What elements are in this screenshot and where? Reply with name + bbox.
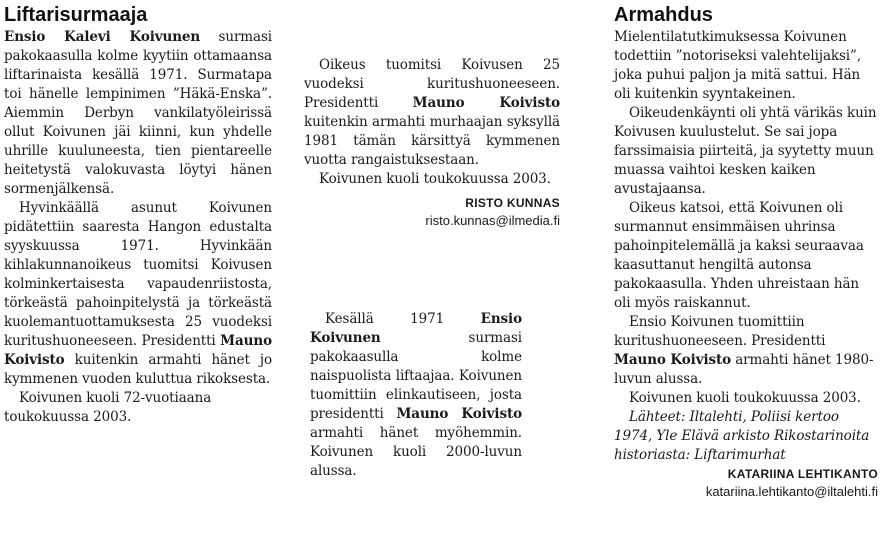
author-email: katariina.lehtikanto@iltalehti.fi: [705, 484, 878, 499]
paragraph: Koivunen kuoli 72-vuotiaana toukokuussa 2003.: [4, 390, 212, 425]
section-heading: Liftarisurmaaja: [4, 4, 148, 26]
paragraph: Oikeudenkäynti oli yhtä värikäs kuin Koivusen kuulustelut. Se sai jopa farssimaisia piirteitä, ja syytetty muun muassa vaihtoi kesken kaiken avustajaansa.: [614, 105, 877, 197]
paragraph: [304, 56, 560, 170]
paragraph-text: surmasi pakokaasulla kolme kyytiin ottamaansa liftarinaista kesällä 1971. Surmatapa toi hänelle lempinimen ”Häkä-Enska”. Aiemmin Derbyn vankilatyöleirissä ollut Koivunen jäi kiinni, kun yhdelle uhrille kuuluneesta, tien pientareelle heitetystä valokuvasta löytyi hänen sormenjälkensä.: [4, 29, 272, 197]
column-middle-top: [304, 56, 560, 230]
bold-name: Mauno Koivisto: [412, 95, 560, 111]
author-byline: KATARIINA LEHTIKANTO: [727, 467, 878, 481]
paragraph: Koivunen kuoli toukokuussa 2003.: [629, 390, 861, 406]
paragraph: Mielentilatutkimuksessa Koivunen todettiin ”notoriseksi valehtelijaksi”, joka puhui paljon ja mitä sattui. Hän oli kuitenkin syyntakeinen.: [614, 29, 862, 102]
paragraph-text: kuitenkin armahti hänet jo kymmenen vuoden kuluttua rikoksesta.: [4, 352, 272, 387]
author-email: risto.kunnas@ilmedia.fi: [425, 213, 560, 228]
paragraph-text: Hyvinkäällä asunut Koivunen pidätettiin saaresta Hangon edustalta syyskuussa 1971. Hyvinkään kihlakunnanoikeus tuomitsi Koivusen kolminkertaisesta vapaudenriistosta, törkeästä pahoinpitelystä ja törkeästä kuolemantuottamuksesta 25 vuodeksi kuritushuoneeseen. Presidentti: [4, 200, 272, 349]
paragraph-text: kuitenkin armahti murhaajan syksyllä 1981 tämän kärsittyä kymmenen vuotta rangaistuksestaan.: [304, 114, 560, 168]
sources-note: Lähteet: Iltalehti, Poliisi kertoo 1974, Yle Elävä arkisto Rikostarinoita historiasta: Liftarimurhat: [614, 409, 870, 463]
column-middle-bottom: [310, 310, 522, 481]
paragraph-text: Kesällä 1971: [325, 311, 481, 327]
column-armahdus: [614, 4, 878, 501]
bold-name: Ensio Koivunen: [310, 311, 522, 346]
paragraph: [614, 313, 878, 389]
paragraph: [310, 310, 522, 481]
paragraph-text: Ensio Koivunen tuomittiin kuritushuoneeseen. Presidentti: [614, 314, 826, 349]
author-byline: RISTO KUNNAS: [465, 196, 560, 210]
paragraph: Oikeus katsoi, että Koivunen oli surmannut ensimmäisen uhrinsa pahoinpitelemällä ja kaksi seuraavaa kaasuttanut hengiltä autonsa pakokaasulla. Yhden uhreistaan hän oli myös raiskannut.: [614, 200, 864, 311]
section-heading: Armahdus: [614, 4, 713, 26]
paragraph-text: surmasi pakokaasulla kolme naispuolista liftaajaa. Koivunen tuomittiin elinkautiseen, josta presidentti: [310, 330, 522, 422]
paragraph-text: armahti hänet 1980-luvun alussa.: [614, 352, 874, 387]
column-liftarisurmaaja: [4, 4, 272, 427]
paragraph: [4, 28, 272, 199]
paragraph: [4, 199, 272, 389]
paragraph-text: armahti hänet myöhemmin. Koivunen kuoli 2000-luvun alussa.: [310, 425, 522, 479]
paragraph: Koivunen kuoli toukokuussa 2003.: [319, 171, 551, 187]
paragraph-text: Oikeus tuomitsi Koivusen 25 vuodeksi kuritushuoneeseen. Presidentti: [304, 57, 560, 111]
bold-name: Mauno Koivisto: [614, 352, 732, 368]
bold-name: Ensio Kalevi Koivunen: [4, 29, 201, 45]
bold-name: Mauno Koivisto: [396, 406, 522, 422]
bold-name: Mauno Koivisto: [4, 333, 272, 368]
